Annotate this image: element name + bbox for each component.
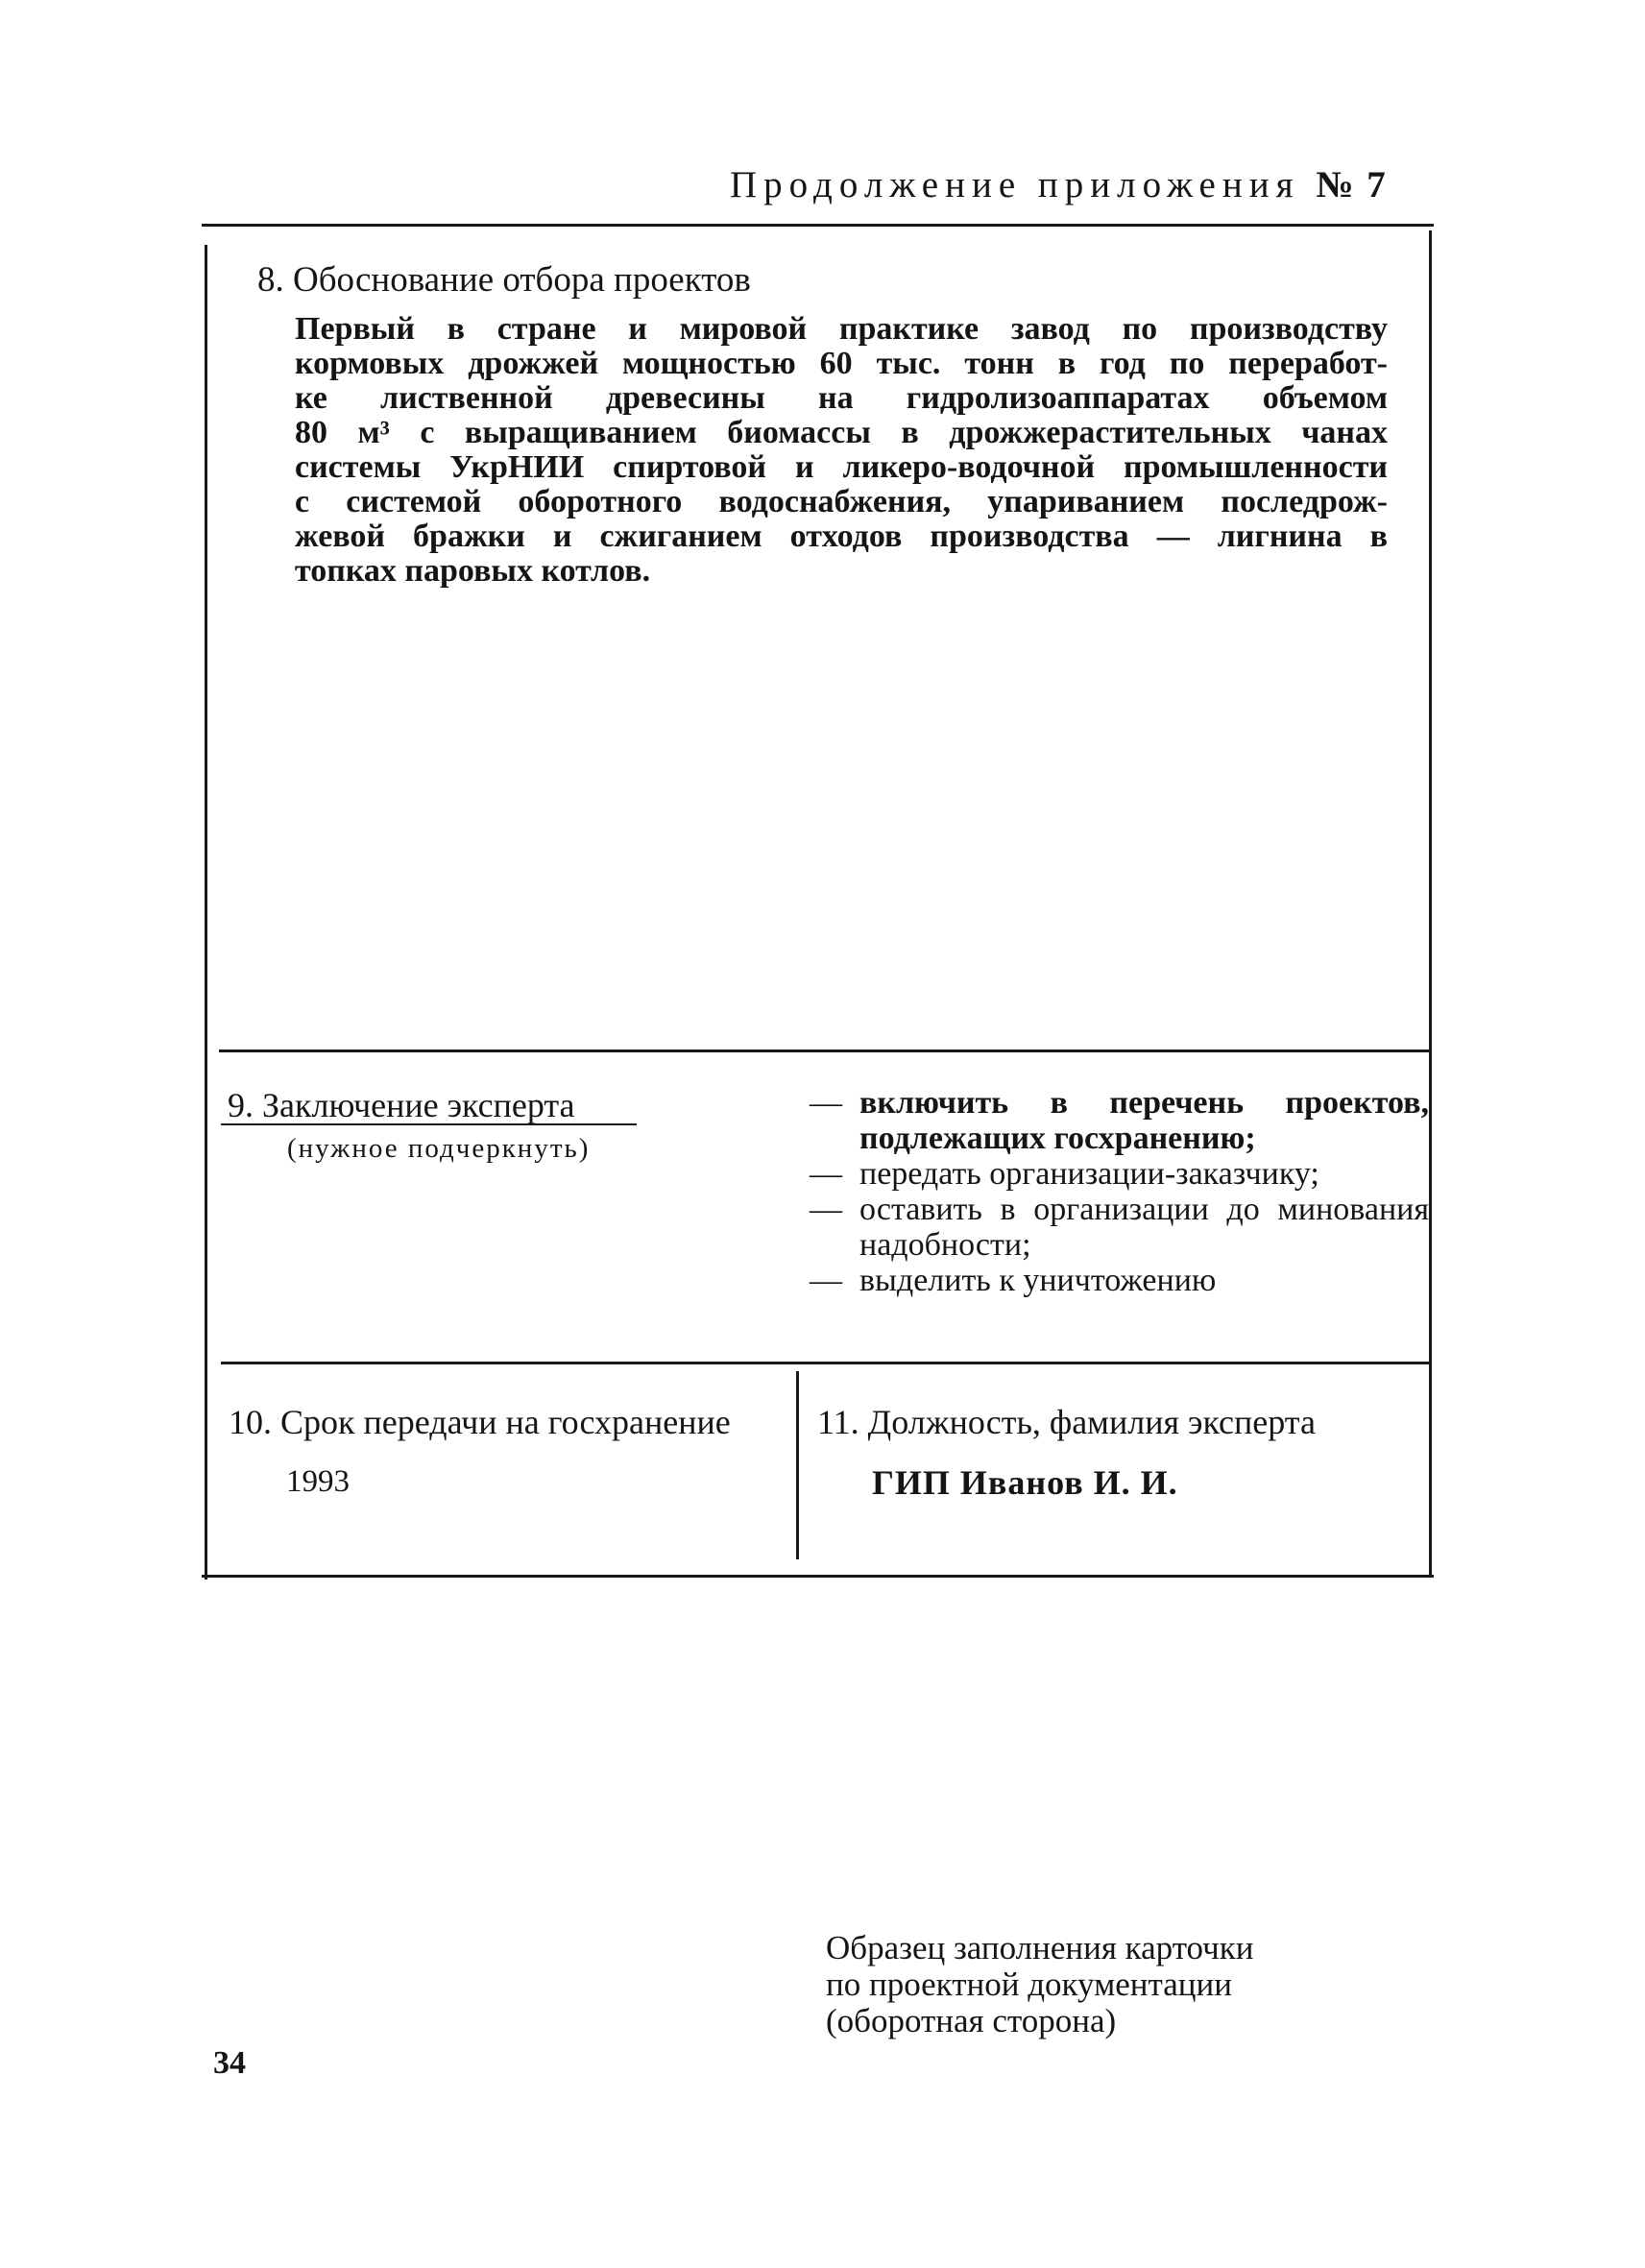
option-text: выделить к уничтожению xyxy=(859,1263,1217,1298)
option-text: включить в перечень проектов, подлежащих госхранению; xyxy=(859,1085,1429,1156)
section8-line: жевой бражки и сжиганием отходов производства — лигнина в xyxy=(295,519,1388,554)
section8-line: системы УкрНИИ спиртовой и ликеро-водочной промышленности xyxy=(295,449,1388,485)
option-dash: — xyxy=(810,1085,842,1121)
caption-line: Образец заполнения карточки xyxy=(826,1929,1254,1966)
header-number: № 7 xyxy=(1316,164,1388,205)
option-text: передать организации-заказчику; xyxy=(859,1156,1319,1192)
option-item xyxy=(810,1192,1429,1263)
card-left-border xyxy=(205,245,207,1580)
section9-title: 9. Заключение эксперта xyxy=(228,1086,575,1124)
section8-line: Первый в стране и мировой практике завод по производству xyxy=(295,311,1388,347)
divider-section10 xyxy=(221,1362,1431,1364)
page-number: 34 xyxy=(213,2045,246,2081)
section8-line: кормовых дрожжей мощностью 60 тыс. тонн в год по переработ- xyxy=(295,346,1388,381)
option-item xyxy=(810,1263,1429,1298)
section8-line: ке лиственной древесины на гидролизоаппаратах объемом xyxy=(295,380,1388,416)
card-right-border xyxy=(1429,230,1432,1577)
option-text: оставить в организации до минования надобности; xyxy=(859,1192,1429,1263)
card-bottom-border xyxy=(202,1575,1434,1578)
caption xyxy=(826,1930,1253,2039)
section8-line: с системой оборотного водоснабжения, упариванием последрож- xyxy=(295,484,1388,519)
section10-title: 10. Срок передачи на госхранение xyxy=(229,1403,731,1441)
caption-line: по проектной документации xyxy=(826,1966,1232,2003)
header-text: Продолжение приложения xyxy=(730,164,1300,205)
divider-section9 xyxy=(219,1050,1431,1052)
divider-vertical xyxy=(796,1371,799,1559)
option-dash: — xyxy=(810,1192,842,1227)
option-dash: — xyxy=(810,1156,842,1192)
section10-value: 1993 xyxy=(286,1464,350,1499)
caption-line: (оборотная сторона) xyxy=(826,2002,1117,2039)
section11-title: 11. Должность, фамилия эксперта xyxy=(817,1403,1316,1441)
option-item xyxy=(810,1156,1429,1192)
option-dash: — xyxy=(810,1263,842,1298)
section8-line: топках паровых котлов. xyxy=(295,553,651,589)
card-top-border xyxy=(202,224,1434,227)
section8-title: 8. Обоснование отбора проектов xyxy=(257,260,751,300)
section8-line: 80 м³ с выращиванием биомассы в дрожжерастительных чанах xyxy=(295,415,1388,450)
page-header xyxy=(730,163,1388,206)
option-item xyxy=(810,1085,1429,1156)
section9-note: (нужное подчеркнуть) xyxy=(287,1133,591,1164)
section9-options xyxy=(810,1085,1429,1298)
section11-value: ГИП Иванов И. И. xyxy=(872,1463,1178,1502)
section8-body xyxy=(295,312,1388,589)
